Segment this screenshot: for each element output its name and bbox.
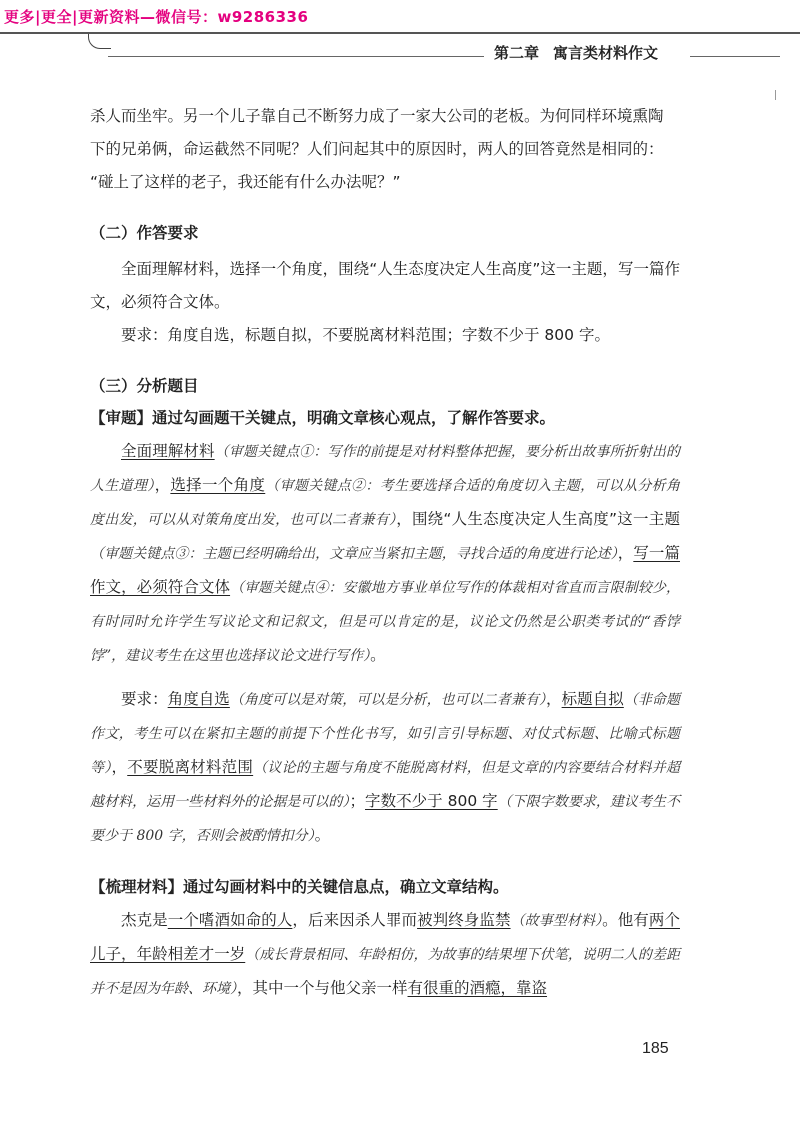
header-rule-left: [108, 56, 484, 57]
punctuation: ，: [111, 758, 128, 776]
chapter-number: 第二章: [494, 44, 540, 62]
body-text: ，围绕“人生态度决定人生高度”这一主题: [396, 510, 681, 528]
annotation-sons: （成长背景相同、年龄相仿，为故事的结果埋下伏笔，说明二人的差距并不是因为年龄、环境）: [90, 947, 680, 997]
keypoint-1: 全面理解材料: [121, 442, 215, 460]
punctuation: ，: [546, 690, 562, 708]
annotation-scope: （议论的主题与角度不能脱离材料，但是文章的内容要结合材料并超越材料，运用一些材料外的论据是可以的）: [90, 760, 681, 810]
shenti-text: 通过勾画题干关键点，明确文章核心观点，了解作答要求。: [152, 409, 556, 427]
intro-line-2: 下的兄弟俩，命运截然不同呢？人们问起其中的原因时，两人的回答竟然是相同的：: [90, 140, 664, 158]
running-header: [494, 42, 658, 63]
body-text: 杰克是: [121, 911, 168, 929]
page-body: [90, 100, 680, 1006]
punctuation: ，: [617, 544, 634, 562]
shuli-text: 通过勾画材料中的关键信息点，确立文章结构。: [183, 878, 509, 896]
annotation-angle: （角度可以是对策，可以是分析，也可以二者兼有）: [229, 692, 547, 708]
keypoint-sentence: 被判终身监禁: [417, 911, 511, 929]
annotation-4: （审题关键点④：安徽地方事业单位写作的体裁相对省直而言限制较少，有时同时允许学生写议论文和记叙文，但是可以肯定的是，议论文仍然是公职类考试的“香饽饽”，建议考生在这里也选择议论文进行写作）: [90, 580, 680, 664]
annotation-title: （非命题作文，考生可以在紧扣主题的前提下个性化书写，如引言引导标题、对仗式标题、比喻式标题等）: [90, 692, 680, 776]
keypoint-length: 字数不少于 800 字: [365, 792, 498, 810]
header-rule-right: [690, 56, 780, 57]
body-text: 要求：: [121, 690, 168, 708]
shenti-line: [90, 402, 680, 435]
section-2-title: （二）作答要求: [90, 224, 199, 242]
margin-tick: [775, 90, 776, 100]
shenti-label: 【审题】: [90, 409, 153, 427]
annotation-story: （故事型材料）: [510, 913, 603, 929]
requirement-paragraph-2: 要求：角度自选，标题自拟，不要脱离材料范围；字数不少于 800 字。: [121, 326, 610, 344]
annotation-1: （审题关键点①：写作的前提是对材料整体把握，要分析出故事所折射出的人生道理）: [90, 444, 680, 494]
punctuation: ；: [349, 792, 366, 810]
shuli-line: [90, 871, 680, 904]
top-rule: [0, 32, 800, 34]
keypoint-addiction: 有很重的酒瘾，靠盗: [407, 979, 548, 997]
keypoint-sons: 两个儿子，年龄相差才一岁: [90, 911, 680, 963]
keypoint-4: 写一篇作文，必须符合文体: [90, 544, 680, 596]
body-text: ，其中一个与他父亲一样: [237, 979, 408, 997]
analysis-paragraph-1: [90, 435, 680, 673]
punctuation: 。: [314, 826, 331, 844]
body-text: 。他有: [602, 911, 649, 929]
header-ornament: [88, 34, 111, 49]
watermark-text: 更多|更全|更新资料—微信号：w9286336: [4, 8, 309, 26]
keypoint-2: 选择一个角度: [170, 476, 266, 494]
keypoint-title: 标题自拟: [561, 690, 624, 708]
body-text: ，后来因杀人罪而: [292, 911, 418, 929]
analysis-paragraph-2: [90, 683, 680, 853]
annotation-length: （下限字数要求，建议考生不要少于 800 字，否则会被酌情扣分）: [90, 794, 680, 844]
analysis-paragraph-3: [90, 904, 680, 1006]
keypoint-angle: 角度自选: [167, 690, 230, 708]
keypoint-drunkard: 一个嗜酒如命的人: [167, 911, 293, 929]
page-number: 185: [642, 1040, 669, 1057]
requirement-paragraph-1: 全面理解材料，选择一个角度，围绕“人生态度决定人生高度”这一主题，写一篇作文，必须符合文体。: [90, 260, 680, 311]
annotation-3: （审题关键点③：主题已经明确给出，文章应当紧扣主题，寻找合适的角度进行论述）: [90, 546, 618, 562]
keypoint-scope: 不要脱离材料范围: [127, 758, 254, 776]
punctuation: 。: [370, 646, 386, 664]
section-3-title: （三）分析题目: [90, 377, 199, 395]
annotation-2: （审题关键点②：考生要选择合适的角度切入主题，可以从分析角度出发，可以从对策角度出发，也可以二者兼有）: [90, 478, 680, 528]
shuli-label: 【梳理材料】: [90, 878, 184, 896]
intro-line-1: 杀人而坐牢。另一个儿子靠自己不断努力成了一家大公司的老板。为何同样环境熏陶: [90, 107, 664, 125]
punctuation: ，: [154, 476, 171, 494]
chapter-title: 寓言类材料作文: [553, 44, 659, 62]
intro-line-3: “碰上了这样的老子，我还能有什么办法呢？”: [90, 173, 401, 191]
